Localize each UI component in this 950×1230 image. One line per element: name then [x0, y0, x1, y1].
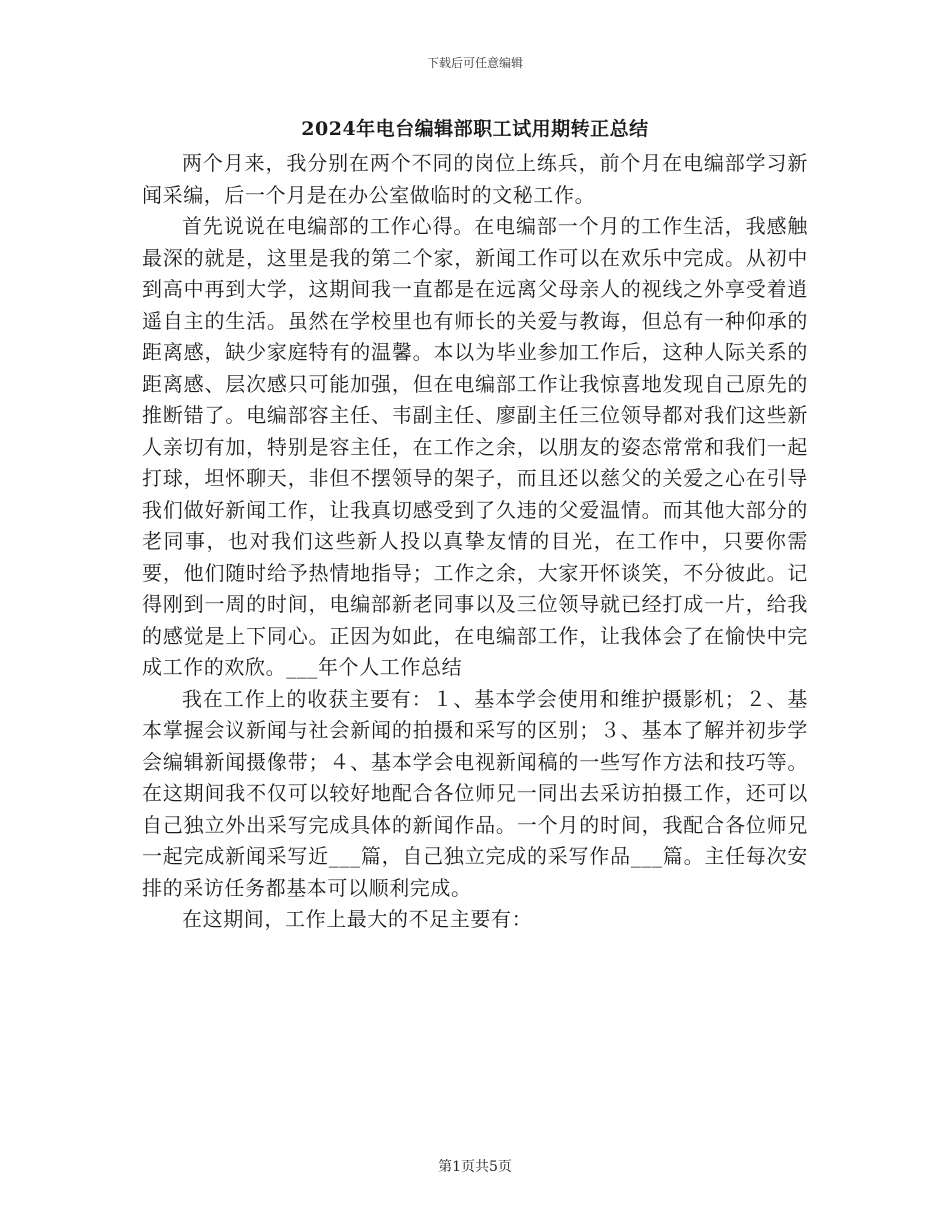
document-body — [142, 148, 808, 936]
document-title: 2024年电台编辑部职工试用期转正总结 — [301, 118, 649, 140]
page-number: 第1页共5页 — [438, 1159, 512, 1175]
header-note: 下载后可任意编辑 — [426, 56, 523, 70]
paragraph: 两个月来，我分别在两个不同的岗位上练兵，前个月在电编部学习新闻采编，后一个月是在办公室做临时的文秘工作。 — [142, 151, 808, 207]
paragraph: 在这期间，工作上最大的不足主要有： — [182, 907, 533, 931]
paragraph: 首先说说在电编部的工作心得。在电编部一个月的工作生活，我感触最深的就是，这里是我的第二个家，新闻工作可以在欢乐中完成。从初中到高中再到大学，这期间我一直都是在远离父母亲人的视线之外享受着逍遥自主的生活。虽然在学校里也有师长的关爱与教诲，但总有一种仰承的距离感，缺少家庭特有的温馨。本以为毕业参加工作后，这种人际关系的距离感、层次感只可能加强，但在电编部工作让我惊喜地发现自己原先的推断错了。电编部容主任、韦副主任、廖副主任三位领导都对我们这些新人亲切有加，特别是容主任，在工作之余，以朋友的姿态常常和我们一起打球，坦怀聊天，非但不摆领导的架子，而且还以慈父的关爱之心在引导我们做好新闻工作，让我真切感受到了久违的父爱温情。而其他大部分的老同事，也对我们这些新人投以真挚友情的目光，在工作中，只要你需要，他们随时给予热情地指导；工作之余，大家开怀谈笑，不分彼此。记得刚到一周的时间，电编部新老同事以及三位领导就已经打成一片，给我的感觉是上下同心。正因为如此，在电编部工作，让我体会了在愉快中完成工作的欢欣。___年个人工作总结 — [142, 214, 808, 679]
paragraph: 我在工作上的收获主要有：１、基本学会使用和维护摄影机；２、基本掌握会议新闻与社会新闻的拍摄和采写的区别；３、基本了解并初步学会编辑新闻摄像带；４、基本学会电视新闻稿的一些写作方法和技巧等。在这期间我不仅可以较好地配合各位师兄一同出去采访拍摄工作，还可以自己独立外出采写完成具体的新闻作品。一个月的时间，我配合各位师兄一起完成新闻采写近___篇，自己独立完成的采写作品___篇。主任每次安排的采访任务都基本可以顺利完成。 — [142, 686, 808, 900]
